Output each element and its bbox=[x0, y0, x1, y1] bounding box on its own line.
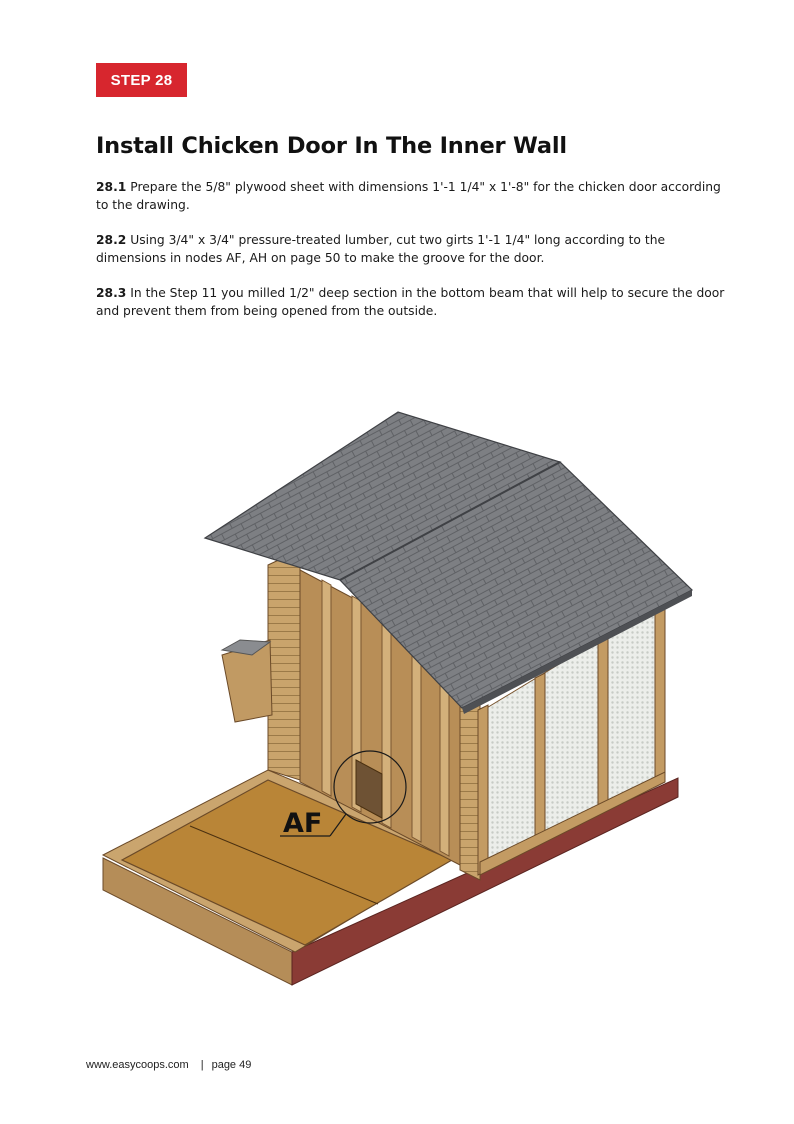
callout-label: AF bbox=[283, 808, 323, 839]
page-title: Install Chicken Door In The Inner Wall bbox=[96, 133, 567, 159]
page-number: page 49 bbox=[211, 1059, 252, 1071]
footer bbox=[86, 1059, 251, 1071]
footer-website[interactable]: www.easycoops.com bbox=[86, 1059, 189, 1071]
step-paragraph bbox=[96, 178, 736, 214]
nest-box bbox=[222, 640, 272, 722]
step-text: In the Step 11 you milled 1/2" deep section in the bottom beam that will help to secure the door and prevent them from being opened from the outside. bbox=[96, 286, 725, 318]
step-paragraph bbox=[96, 284, 736, 320]
step-text: Using 3/4" x 3/4" pressure-treated lumber, cut two girts 1'-1 1/4" long according to the dimensions in nodes AF, AH on page 50 to make the groove for the door. bbox=[96, 233, 666, 265]
left-wall bbox=[268, 550, 300, 780]
step-paragraph bbox=[96, 231, 736, 267]
step-badge: STEP 28 bbox=[96, 63, 187, 97]
step-number: 28.1 bbox=[96, 180, 127, 194]
step-number: 28.3 bbox=[96, 286, 127, 300]
step-number: 28.2 bbox=[96, 233, 127, 247]
footer-separator: | bbox=[200, 1059, 204, 1071]
coop-illustration bbox=[100, 405, 700, 1005]
step-text: Prepare the 5/8" plywood sheet with dimensions 1'-1 1/4" x 1'-8" for the chicken door according to the drawing. bbox=[96, 180, 721, 212]
